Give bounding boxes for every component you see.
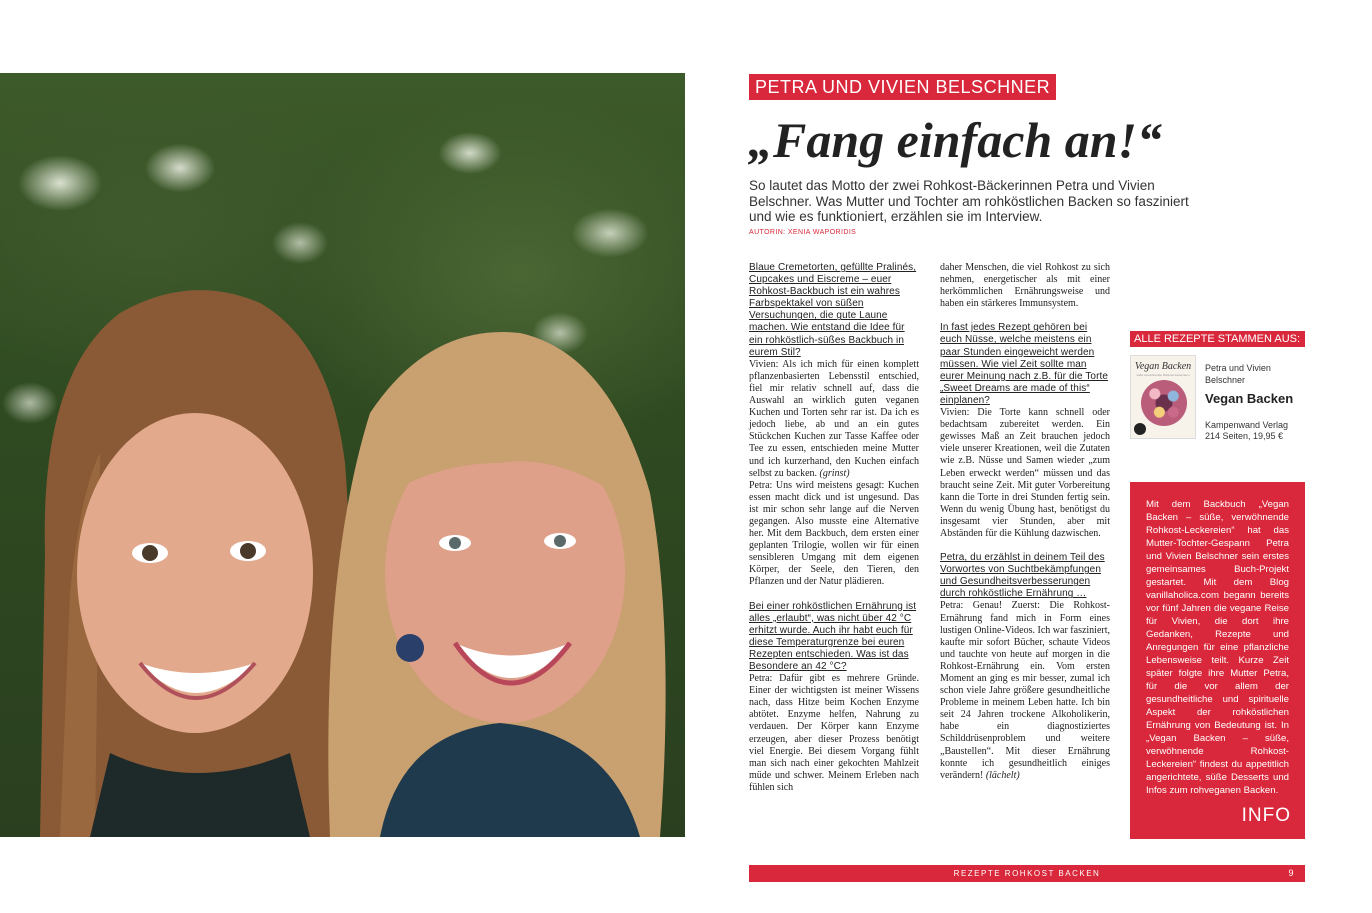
info-label: INFO: [1241, 805, 1291, 826]
book-cover-title: Vegan Backen: [1134, 361, 1192, 372]
answer-1-aside: (grinst): [819, 467, 850, 479]
question-4: Petra, du erzählst in deinem Teil des Vorwortes von Suchtbekämpfungen und Gesundheitsverbesserungen durch rohköstliche Ernährung …: [940, 552, 1105, 600]
book-details: 214 Seiten, 19,95 €: [1205, 431, 1284, 441]
page-number: 9: [1288, 868, 1295, 878]
info-text: Mit dem Backbuch „Vegan Backen – süße, verwöhnende Rohkost-Leckereien“ hat das Mutter-Tochter-Gespann Petra und Vivien Belschner sein erstes gemeinsames Buch-Projekt gestartet. Mit dem Blog vanillaholica.com begann bereits vor fünf Jahren die vegane Reise für Vivien, die dort ihre Gedanken, Rezepte und Anregungen für eine pflanzliche Lebensweise teilt. Kurze Zeit später folgte ihre Mutter Petra, für die vor allem der gesundheitliche und spirituelle Aspekt der rohköstlichen Ernährung von Bedeutung ist. In „Vegan Backen – süße, verwöhnende Rohkost-Leckereien“ findest du appetitlich angerichtete, süße Desserts und Infos zum rohveganen Backen.: [1146, 499, 1289, 796]
answer-3: Vivien: Die Torte kann schnell oder bedachtsam zubereitet werden. Ein gewisses Maß an Zeit brauchen jedoch viele unserer Kreationen, weil die Zutaten wie z.B. Nüsse und Samen wieder „zum Leben erweckt werden“ müssen und das braucht seine Zeit. Mit guter Vorbereitung kann die Torte in drei Stunden fertig sein. Wenn du wenig Übung hast, benötigst du insgesamt vier Stunden, aber mit Abständen für die Kühlung dazwischen.: [940, 407, 1110, 539]
book-author: Petra und Vivien Belschner: [1205, 363, 1271, 385]
article-headline: „Fang einfach an!“: [748, 112, 1162, 168]
question-3: In fast jedes Rezept gehören bei euch Nüsse, welche meistens ein paar Stunden eingeweicht werden müssen. Wie viel Zeit sollte man eurer Meinung nach z.B. für die Torte „Sweet Dreams are made of this“ einplanen?: [940, 322, 1109, 406]
flower-wreath-image: [1141, 380, 1187, 426]
portrait-photo: [0, 73, 685, 837]
book-cover-subtitle: süße verwöhnende Rohkost-Leckereien: [1136, 373, 1190, 377]
text-column-2: [940, 262, 1110, 782]
answer-4: [940, 600, 1110, 781]
book-cover-image: [1130, 355, 1196, 439]
book-publisher-info: [1205, 420, 1305, 442]
book-source-header: ALLE REZEPTE STAMMEN AUS:: [1130, 331, 1305, 347]
info-box: [1130, 482, 1305, 839]
text-column-1: [749, 262, 919, 794]
answer-2: Petra: Dafür gibt es mehrere Gründe. Einer der wichtigsten ist meiner Wissens nach, dass Hitze beim Kochen Enzyme abtötet. Enzyme helfen, Nahrung zu verdauen. Der Körper kann Enzyme erzeugen, aber dieser Prozess benötigt viel Energie. Bei diesem Vorgang fühlt man sich nach einer gekochten Mahlzeit müde und schwer. Meinem Erleben nach fühlen sich: [749, 673, 919, 793]
answer-4-text: Petra: Genau! Zuerst: Die Rohkost-Ernährung fand mich in Form eines lustigen Online-Videos. Ich war fasziniert, kaufte mir sofort Bücher, schaute Videos und tauchte von heute auf morgen in die Rohkost-Ernährung ein. Vom ersten Moment an ging es mir besser, zumal ich schon viele Jahre größere gesundheitliche Probleme in meinem Leben hatte. Ich bin seit 24 Jahren trockene Alkoholikerin, habe ein diagnostiziertes Schilddrüsenproblem und weitere „Baustellen“. Mit dieser Ernährung konnte ich gesundheitlich einiges verändern!: [940, 600, 1110, 781]
footer-section: REZEPTE ROHKOST BACKEN: [953, 869, 1101, 878]
answer-4-aside: (lächelt): [985, 769, 1020, 781]
question-2: Bei einer rohköstlichen Ernährung ist alles „erlaubt“, was nicht über 42 °C erhitzt wurde. Auch ihr habt euch für diese Temperaturgrenze bei euren Rezepten entschieden. Was ist das Besondere an 42 °C?: [749, 600, 917, 672]
answer-2-continued: daher Menschen, die viel Rohkost zu sich nehmen, energetischer als mit einer herkömmlichen Ernährungsweise und haben ein stärkeres Immunsystem.: [940, 262, 1110, 310]
article-author: AUTORIN: XENIA WAPORIDIS: [749, 229, 857, 236]
article-kicker: PETRA UND VIVIEN BELSCHNER: [749, 74, 1056, 100]
answer-1: [749, 359, 919, 480]
book-title: Vegan Backen: [1205, 391, 1294, 406]
cover-sticker: [1134, 423, 1146, 435]
photo-illustration: [0, 73, 685, 837]
answer-1-text: Vivien: Als ich mich für einen komplett pflanzenbasierten Lebensstil entschied, fiel mir relativ schnell auf, dass die Auswahl an wirklich guten veganen Kuchen und Torten sehr rar ist. Da ich es jedoch liebe, ab und an ein gutes Stückchen Kuchen zur Tasse Kaffee oder Tee zu essen, entschieden meine Mutter und ich kurzerhand, den Kuchen einfach selbst zu backen.: [749, 358, 919, 479]
page-footer: [749, 865, 1305, 882]
book-publisher: Kampenwand Verlag: [1205, 420, 1289, 430]
article-intro: So lautet das Motto der zwei Rohkost-Bäckerinnen Petra und Vivien Belschner. Was Mutter und Tochter am rohköstlichen Backen so fasziniert und wie es funktioniert, erzählen sie im Interview.: [749, 178, 1189, 224]
question-1: Blaue Cremetorten, gefüllte Pralinés, Cupcakes und Eiscreme – euer Rohkost-Backbuch ist ein wahres Farbspektakel von süßen Versuchungen, die gute Laune machen. Wie entstand die Idee für ein rohköstlich-süßes Backbuch in eurem Stil?: [749, 262, 917, 358]
answer-1-continued: Petra: Uns wird meistens gesagt: Kuchen essen macht dick und ist ungesund. Das ist mir schon sehr lange auf die Nerven gegangen. Also musste eine Alternative her. Mit dem Backbuch, dem ersten einer geplanten Trilogie, wollen wir für einen sensibleren Umgang mit dem eigenen Körper, der Seele, den Tieren, den Pflanzen und der Natur plädieren.: [749, 479, 919, 588]
